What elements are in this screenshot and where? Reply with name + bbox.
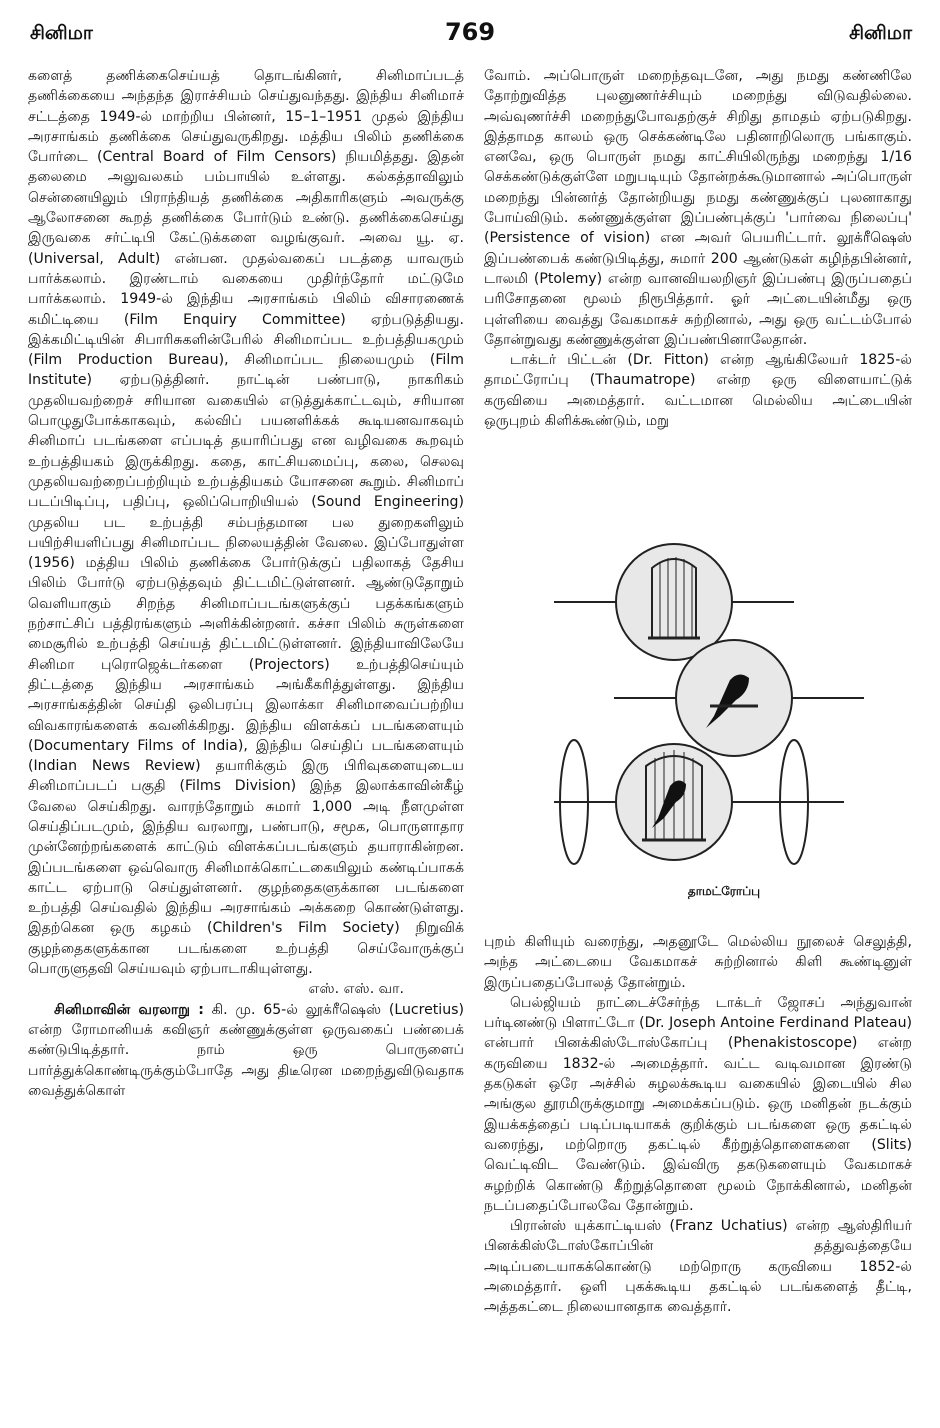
article-paragraph: பெல்ஜியம் நாட்டைச்சேர்ந்த டாக்டர் ஜோசப் அந்துவான் பர்டினண்டு பிளாட்டோ (Dr. Joseph Antoine Ferdinand Plateau) என்பார் பினக்கிஸ்டோஸ்கோப்பு (Phenakistoscope) என்ற கருவியை 1832-ல் அமைத்தார். வட்ட வடிவமான இரண்டு தகடுகள் ஒரே அச்சில் சுழலக்கூடிய வகையில் இடையில் சில அங்குல தூரமிருக்குமாறு அமைக்கப்படும். ஒரு மனிதன் நடக்கும் இயக்கத்தைப் படிப்படியாகக் குறிக்கும் படங்களை ஒரு தகட்டில் வரைந்து, மற்றொரு தகட்டில் கீற்றுத்தொளைகளை (Slits) வெட்டிவிட வேண்டும். இவ்விரு தகடுகளையும் வேகமாகச் சுழற்றிக் கொண்டு கீற்றுத்தொளை மூலம் நோக்கினால், மனிதன் நடப்பதைப்போலவே தோன்றும்.: [484, 994, 912, 1214]
left-column: [28, 66, 464, 1101]
thaumatrope-figure: [544, 530, 904, 910]
history-paragraph: [28, 1000, 464, 1101]
article-paragraph: களைத் தணிக்கைசெய்யத் தொடங்கினர், சினிமாப்படத் தணிக்கையை அந்தந்த இராச்சியம் செய்துவந்தது. இந்திய சினிமாச் சட்டத்தை 1949-ல் மாற்றிய பின்னர், 15–1–1951 முதல் இந்திய அரசாங்கம் தணிக்கை செய்துவருகிறது. மத்திய பிலிம் தணிக்கை போர்டை (Central Board of Film Censors) நியமித்தது. இதன் தலைமை அலுவலகம் பம்பாயில் உள்ளது. கல்கத்தாவிலும் சென்னையிலும் பிராந்தியத் தணிக்கை அதிகாரிகளும் அவருக்கு ஆலோசனை கூறத் தணிக்கை போர்டும் உண்டு. தணிக்கைசெய்து இருவகை சர்ட்டிபி கேட்டுக்களை வழங்குவர். அவை யூ. ஏ. (Universal, Adult) என்பன. முதல்வகைப் படத்தை யாவரும் பார்க்கலாம். இரண்டாம் வகையை முதிர்ந்தோர் மட்டுமே பார்க்கலாம். 1949-ல் இந்திய அரசாங்கம் பிலிம் விசாரணைக் கமிட்டியை (Film Enquiry Committee) ஏற்படுத்தியது. இக்கமிட்டியின் சிபாரிசுகளின்பேரில் சினிமாப்பட உற்பத்தியகமும் (Film Production Bureau), சினிமாப்பட நிலையமும் (Film Institute) ஏற்படுத்தினர். நாட்டின் பண்பாடு, நாகரிகம் முதலியவற்றைச் சரியான வகையில் எடுத்துக்காட்டவும், சரியான பொழுதுபோக்காகவும், கல்விப் பயனளிக்கக் கூடியனவாகவும் சினிமாப் படங்களை எப்படித் தயாரிப்பது என வழிவகை கூறவும் உற்பத்தியகம் இருக்கிறது. கதை, காட்சியமைப்பு, கலை, செலவு முதலியவற்றைப்பற்றியும் உற்பத்தியகம் யோசனை கூறும். சினிமாப் படப்பிடிப்பு, பதிப்பு, ஒலிப்பொறியியல் (Sound Engineering) முதலிய பட உற்பத்தி சம்பந்தமான பல துறைகளிலும் பயிற்சியளிப்பது சினிமாப்பட நிலையத்தின் வேலை. இப்போதுள்ள (1956) மத்திய பிலிம் தணிக்கை போர்டுக்குப் பதிலாகத் தேசிய பிலிம் போர்டு ஏற்படுத்தவும் திட்டமிட்டுள்ளனர். ஆண்டுதோறும் வெளியாகும் சிறந்த சினிமாப்படங்களுக்குப் பதக்கங்களும் நற்சாட்சிப் பத்திரங்களும் அளிக்கின்றனர். கச்சா பிலிம் சுருள்களை மைசூரில் உற்பத்தி செய்யத் திட்டமிட்டுள்ளனர். இந்தியாவிலேயே சினிமா புரொஜெக்டர்களை (Projectors) உற்பத்திசெய்யும் திட்டத்தை இந்திய அரசாங்கம் அங்கீகரித்துள்ளது. இந்திய அரசாங்கத்தின் செய்தி ஒலிபரப்பு இலாக்கா சினிமாவைப்பற்றிய விவகாரங்களைக் கவனிக்கிறது. இந்திய விளக்கப் படங்களையும் (Documentary Films of India), இந்திய செய்திப் படங்களையும் (Indian News Review) தயாரிக்கும் இரு பிரிவுகளையுடைய சினிமாப்படப் பகுதி (Films Division) இந்த இலாக்காவின்கீழ் வேலை செய்கிறது. வாரந்தோறும் சுமார் 1,000 அடி நீளமுள்ள செய்திப்படமும், இந்திய வரலாறு, பண்பாடு, சமூக, பொருளாதார முன்னேற்றங்களைக் காட்டும் விளக்கப்படங்களும் தயாராகின்றன. இப்படங்களை ஒவ்வொரு சினிமாக்கொட்டகையிலும் கண்டிப்பாகக் காட்ட ஏற்பாடு செய்துள்ளனர். குழந்தைகளுக்கான படங்களை உற்பத்தி செய்வதில் இந்திய அரசாங்கம் அக்கறை கொண்டுள்ளது. இதற்கென ஒரு கழகம் (Children's Film Society) நிறுவிக் குழந்தைகளுக்கான படங்களை உற்பத்தி செய்வோருக்குப் பொருளுதவி செய்யவும் ஏற்பாடாகியுள்ளது.: [28, 68, 464, 978]
section-heading: சினிமாவின் வரலாறு :: [54, 1001, 204, 1018]
header-right-title: சினிமா: [849, 22, 912, 44]
right-column-top: [484, 66, 912, 431]
header-left-title: சினிமா: [30, 22, 93, 44]
article-paragraph: புறம் கிளியும் வரைந்து, அதனூடே மெல்லிய நூலைச் செலுத்தி, அந்த அட்டையை வேகமாகச் சுற்றினால் கிளி கூண்டினுள் இருப்பதைப்போலத் தோன்றும்.: [484, 934, 912, 991]
history-text: கி. மு. 65-ல் லூக்ரீஷெஸ் (Lucretius) என்ற ரோமானியக் கவிஞர் கண்ணுக்குள்ள ஒருவகைப் பண்பைக் கண்டுபிடித்தார். நாம் ஒரு பொருளைப் பார்த்துக்கொண்டிருக்கும்போதே அது திடீரென மறைந்துவிடுவதாக வைத்துக்கொள்: [28, 1001, 464, 1099]
thaumatrope-illustration: [544, 530, 904, 880]
page-number: 769: [444, 18, 496, 46]
article-paragraph: டாக்டர் பிட்டன் (Dr. Fitton) என்ற ஆங்கிலேயர் 1825-ல் தாமட்ரோப்பு (Thaumatrope) என்ற ஒரு விளையாட்டுக் கருவியை அமைத்தார். வட்டமான மெல்லிய அட்டையின் ஒருபுறம் கிளிக்கூண்டும், மறு: [484, 352, 912, 430]
right-column-bottom: [484, 932, 912, 1318]
author-signature: எஸ். எஸ். வா.: [308, 981, 404, 998]
article-paragraph: வோம். அப்பொருள் மறைந்தவுடனே, அது நமது கண்ணிலே தோற்றுவித்த புலனுணர்ச்சியும் மறைந்து விடுவதில்லை. அவ்வுணர்ச்சி மறைந்துபோவதற்குச் சிறிது தாமதம் ஏற்படுகிறது. இத்தாமத காலம் ஒரு செக்கண்டிலே பதினாறிலொரு பங்காகும். எனவே, ஒரு பொருள் நமது காட்சியிலிருந்து மறைந்து 1/16 செக்கண்டுக்குள்ளே மறுபடியும் தோன்றக்கூடுமானால் அப்பொருள் மறைந்து பின்னர்த் தோன்றியது நமது கண்ணுக்குப் புலனாகாது போய்விடும். கண்ணுக்குள்ள இப்பண்புக்குப் 'பார்வை நிலைப்பு' (Persistence of vision) என அவர் பெயரிட்டார். லூக்ரீஷெஸ் இப்பண்பைக் கண்டுபிடித்து, சுமார் 200 ஆண்டுகள் கழிந்தபின்னர், டாலமி (Ptolemy) என்ற வானவியலறிஞர் இப்பண்பு இருப்பதைப் பரிசோதனை மூலம் நிரூபித்தார். ஓர் அட்டையின்மீது ஒரு புள்ளியை வைத்து வேகமாகச் சுற்றினால், அது ஒரு வட்டம்போல் தோன்றுவது கண்ணுக்குள்ள இப்பண்பினாலேதான்.: [484, 68, 912, 348]
figure-caption: தாமட்ரோப்பு: [687, 884, 761, 898]
article-paragraph: பிரான்ஸ் யுக்காட்டியஸ் (Franz Uchatius) என்ற ஆஸ்திரியர் பினக்கிஸ்டோஸ்கோப்பின் தத்துவத்தையே அடிப்படையாகக்கொண்டு மற்றொரு கருவியை 1852-ல் அமைத்தார். ஒளி புகக்கூடிய தகட்டில் படங்களைத் தீட்டி, அத்தகட்டை நிலையானதாக வைத்தார்.: [484, 1218, 912, 1316]
